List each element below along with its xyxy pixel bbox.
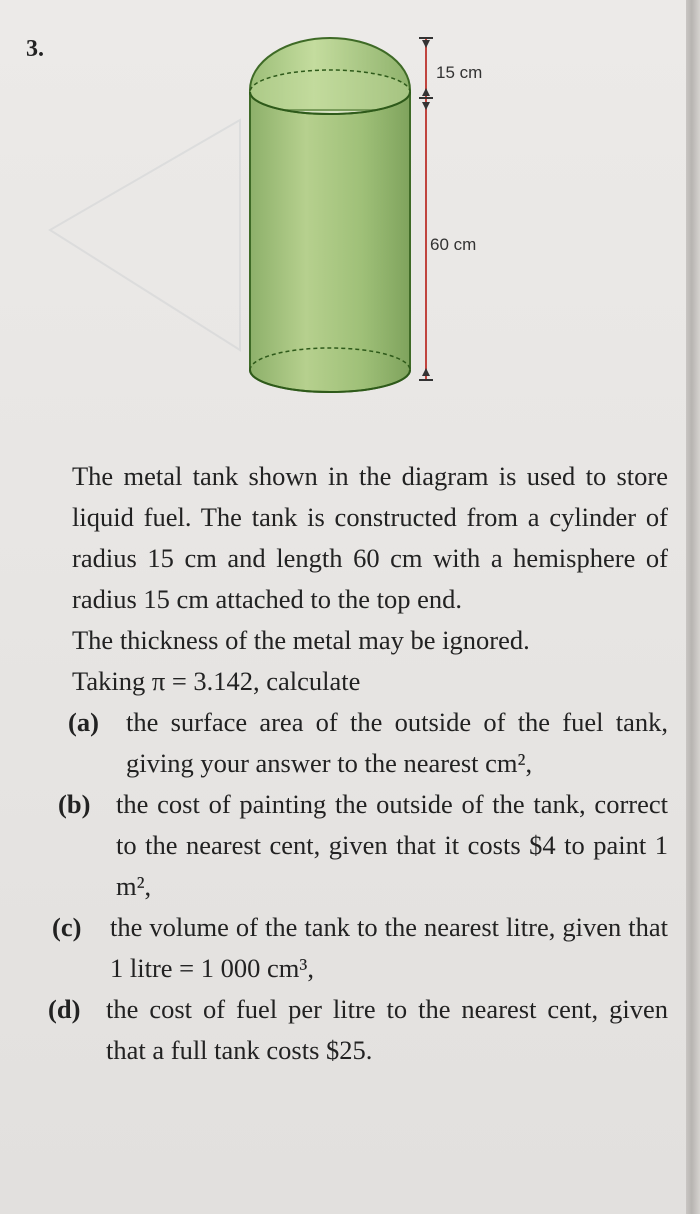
part-d-text: the cost of fuel per litre to the nearest cent, given that a full tank costs $25. — [106, 994, 668, 1065]
thickness-note: The thickness of the metal may be ignored. — [72, 625, 530, 655]
part-b-label: (b) — [58, 789, 91, 819]
part-a-text: the surface area of the outside of the fuel tank, giving your answer to the nearest cm², — [126, 707, 668, 778]
part-b-text: the cost of painting the outside of the tank, correct to the nearest cent, given that it costs $4 to paint 1 m², — [116, 789, 668, 901]
side-dimension-label: 60 cm — [430, 235, 477, 254]
part-b — [58, 784, 668, 907]
question-text — [48, 456, 668, 1071]
part-a-label: (a) — [68, 707, 99, 737]
part-a — [68, 702, 668, 784]
page-edge — [686, 0, 700, 1214]
part-c-label: (c) — [52, 912, 82, 942]
question-number: 3. — [26, 36, 44, 62]
show-through-cone — [40, 110, 250, 370]
top-dimension-label: 15 cm — [436, 63, 483, 82]
tank-diagram — [230, 30, 530, 410]
intro-paragraph: The metal tank shown in the diagram is used to store liquid fuel. The tank is constructed from a cylinder of radius 15 cm and length 60 cm with a hemisphere of radius 15 cm attached to the top end. — [72, 461, 668, 614]
part-d — [48, 989, 668, 1071]
part-d-label: (d) — [48, 994, 81, 1024]
cylinder-shape — [250, 92, 410, 392]
part-c-text: the volume of the tank to the nearest litre, given that 1 litre = 1 000 cm³, — [110, 912, 668, 983]
part-c — [52, 907, 668, 989]
taking-pi-line: Taking π = 3.142, calculate — [72, 666, 361, 696]
